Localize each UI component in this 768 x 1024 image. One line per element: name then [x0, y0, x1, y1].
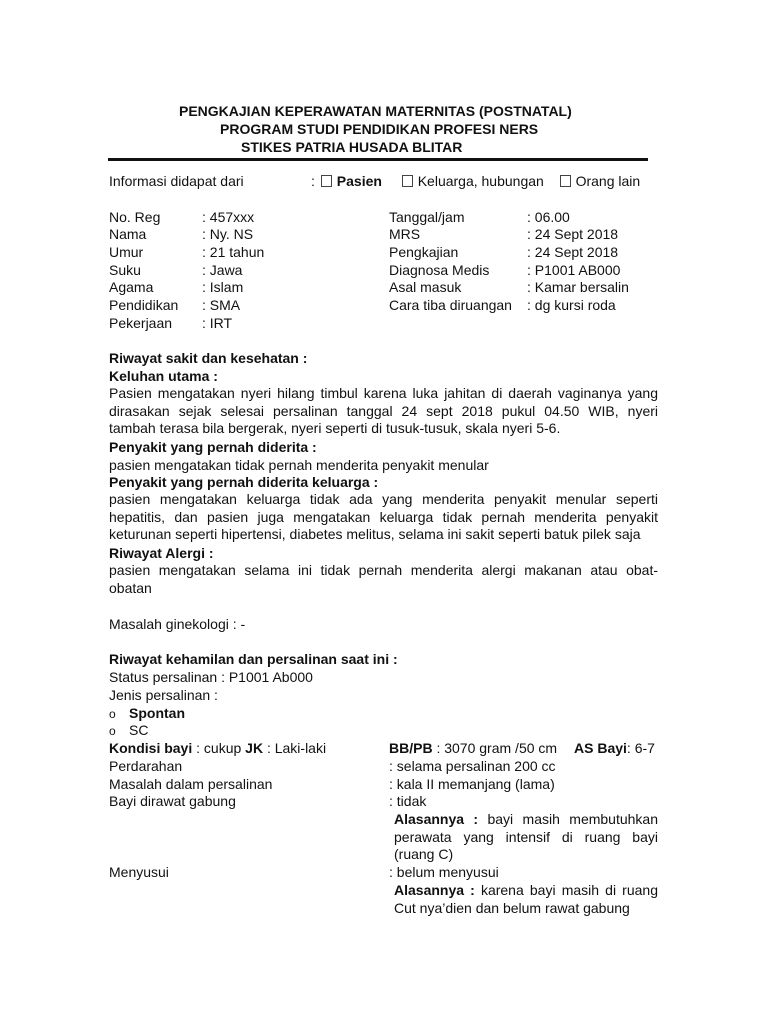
field-mrs-value: : 24 Sept 2018	[527, 226, 619, 242]
as-bayi-row	[574, 740, 655, 757]
alergi-line: obatan	[109, 579, 152, 596]
keluhan-line: Pasien mengatakan nyeri hilang timbul karena luka jahitan di daerah vaginanya yang	[109, 385, 658, 401]
option-spontan	[109, 705, 185, 723]
field-pendidikan-label: Pendidikan	[109, 297, 179, 313]
rawat-gabung-value: : tidak	[389, 793, 427, 809]
keluarga-line: pasien mengatakan keluarga tidak ada yang menderita penyakit menular seperti	[109, 491, 658, 507]
heading-penyakit-keluarga: Penyakit yang pernah diderita keluarga :	[109, 474, 379, 490]
rawat-gabung-label: Bayi dirawat gabung	[109, 793, 236, 809]
checkbox-pasien[interactable]	[321, 175, 332, 187]
alasan-menyusui	[394, 882, 658, 917]
menyusui-label: Menyusui	[109, 864, 169, 880]
field-cara-tiba-label: Cara tiba diruangan	[389, 297, 512, 313]
field-asal-masuk-value: : Kamar bersalin	[527, 279, 629, 295]
field-asal-masuk-label: Asal masuk	[389, 279, 462, 295]
heading-riwayat-alergi: Riwayat Alergi :	[109, 545, 214, 561]
source-options	[311, 173, 640, 190]
heading-keluhan-utama: Keluhan utama :	[109, 368, 218, 384]
heading-penyakit-diderita: Penyakit yang pernah diderita :	[109, 439, 317, 455]
source-colon: :	[311, 173, 315, 189]
keluarga-line: keturunan seperti hipertensi, diabetes melitus, selama ini sakit seperti batuk pilek saja	[109, 526, 641, 542]
alasan-text: bayi masih membutuhkan	[478, 811, 658, 827]
text-jenis-persalinan: Jenis persalinan :	[109, 687, 218, 703]
field-pekerjaan-value: : IRT	[202, 315, 233, 331]
field-pengkajian-value: : 24 Sept 2018	[527, 244, 619, 260]
menyusui-value: : belum menyusui	[389, 864, 499, 880]
field-nama-value: : Ny. NS	[202, 226, 254, 242]
text-penyakit-diderita: pasien mengatakan tidak pernah menderita penyakit menular	[109, 457, 489, 473]
section-heading-riwayat-sakit: Riwayat sakit dan kesehatan :	[109, 350, 308, 366]
field-suku-label: Suku	[109, 262, 141, 278]
field-cara-tiba-value: : dg kursi roda	[527, 297, 616, 313]
option-orang-lain: Orang lain	[575, 173, 641, 189]
keluhan-line: dirasakan sejak selesai persalinan tanggal 24 sept 2018 pukul 04.50 WIB, nyeri	[109, 402, 658, 419]
field-pendidikan-value: : SMA	[202, 297, 241, 313]
text-status-persalinan: Status persalinan : P1001 Ab000	[109, 669, 313, 685]
bullet-icon: o	[109, 707, 116, 721]
field-pekerjaan-label: Pekerjaan	[109, 315, 173, 331]
field-no-reg-label: No. Reg	[109, 209, 161, 225]
field-agama-label: Agama	[109, 279, 154, 295]
header-line-2: PROGRAM STUDI PENDIDIKAN PROFESI NERS	[220, 121, 539, 137]
option-pasien: Pasien	[336, 173, 382, 189]
kondisi-bayi-label: Kondisi bayi	[109, 740, 193, 756]
header-divider	[108, 158, 648, 161]
field-agama-value: : Islam	[202, 279, 244, 295]
paragraph-riwayat-alergi	[109, 562, 658, 597]
option-sc	[109, 722, 148, 740]
option-keluarga: Keluarga, hubungan	[417, 173, 544, 189]
section-heading-riwayat-kehamilan: Riwayat kehamilan dan persalinan saat ini :	[109, 651, 398, 667]
alasan-label: Alasannya :	[394, 882, 475, 898]
field-no-reg-value: : 457xxx	[202, 209, 255, 225]
kondisi-bayi-row	[109, 740, 326, 757]
field-umur-label: Umur	[109, 244, 144, 260]
field-nama-label: Nama	[109, 226, 147, 242]
field-tanggal-value: : 06.00	[527, 209, 570, 225]
alasan-line: perawata yang intensif di ruang bayi	[394, 828, 658, 845]
field-suku-value: : Jawa	[202, 262, 243, 278]
checkbox-orang-lain[interactable]	[560, 175, 571, 187]
perdarahan-value: : selama persalinan 200 cc	[389, 758, 556, 774]
as-bayi-value: : 6-7	[626, 740, 655, 756]
perdarahan-label: Perdarahan	[109, 758, 183, 774]
masalah-persalinan-value: : kala II memanjang (lama)	[389, 776, 555, 792]
field-umur-value: : 21 tahun	[202, 244, 265, 260]
kondisi-bayi-value: : cukup	[192, 740, 246, 756]
masalah-persalinan-label: Masalah dalam persalinan	[109, 776, 273, 792]
header-line-1: PENGKAJIAN KEPERAWATAN MATERNITAS (POSTNATAL)	[179, 103, 572, 119]
option-spontan-label: Spontan	[129, 705, 185, 721]
alasan-line: (ruang C)	[394, 846, 454, 862]
alasan-line	[394, 811, 658, 829]
keluhan-line: tambah terasa bila bergerak, nyeri seperti di tusuk-tusuk, skala nyeri 5-6.	[109, 420, 561, 436]
header-line-3: STIKES PATRIA HUSADA BLITAR	[241, 139, 463, 155]
field-diagnosa-label: Diagnosa Medis	[389, 262, 490, 278]
checkbox-keluarga[interactable]	[402, 175, 413, 187]
jk-value: : Laki-laki	[263, 740, 327, 756]
bb-pb-value: : 3070 gram /50 cm	[432, 740, 558, 756]
text-masalah-ginekologi: Masalah ginekologi : -	[109, 616, 246, 632]
field-tanggal-label: Tanggal/jam	[389, 209, 465, 225]
field-mrs-label: MRS	[389, 226, 421, 242]
alasan-line	[394, 882, 658, 900]
bullet-icon: o	[109, 724, 116, 738]
jk-label: JK	[245, 740, 264, 756]
alergi-line: pasien mengatakan selama ini tidak pernah menderita alergi makanan atau obat-	[109, 562, 658, 578]
field-pengkajian-label: Pengkajian	[389, 244, 459, 260]
option-sc-label: SC	[129, 722, 149, 738]
alasan-text: karena bayi masih di ruang	[474, 882, 658, 898]
bb-pb-label: BB/PB	[389, 740, 433, 756]
as-bayi-label: AS Bayi	[574, 740, 627, 756]
source-label: Informasi didapat dari	[109, 173, 244, 189]
field-diagnosa-value: : P1001 AB000	[527, 262, 621, 278]
alasan-label: Alasannya :	[394, 811, 479, 827]
bb-pb-row	[389, 740, 557, 757]
alasan-rawat-gabung	[394, 811, 658, 864]
paragraph-keluhan-utama	[109, 385, 658, 438]
paragraph-penyakit-keluarga	[109, 491, 658, 544]
alasan-line: Cut nya’dien dan belum rawat gabung	[394, 899, 630, 916]
keluarga-line: hepatitis, dan pasien juga mengatakan keluarga tidak pernah menderita penyakit	[109, 508, 658, 525]
